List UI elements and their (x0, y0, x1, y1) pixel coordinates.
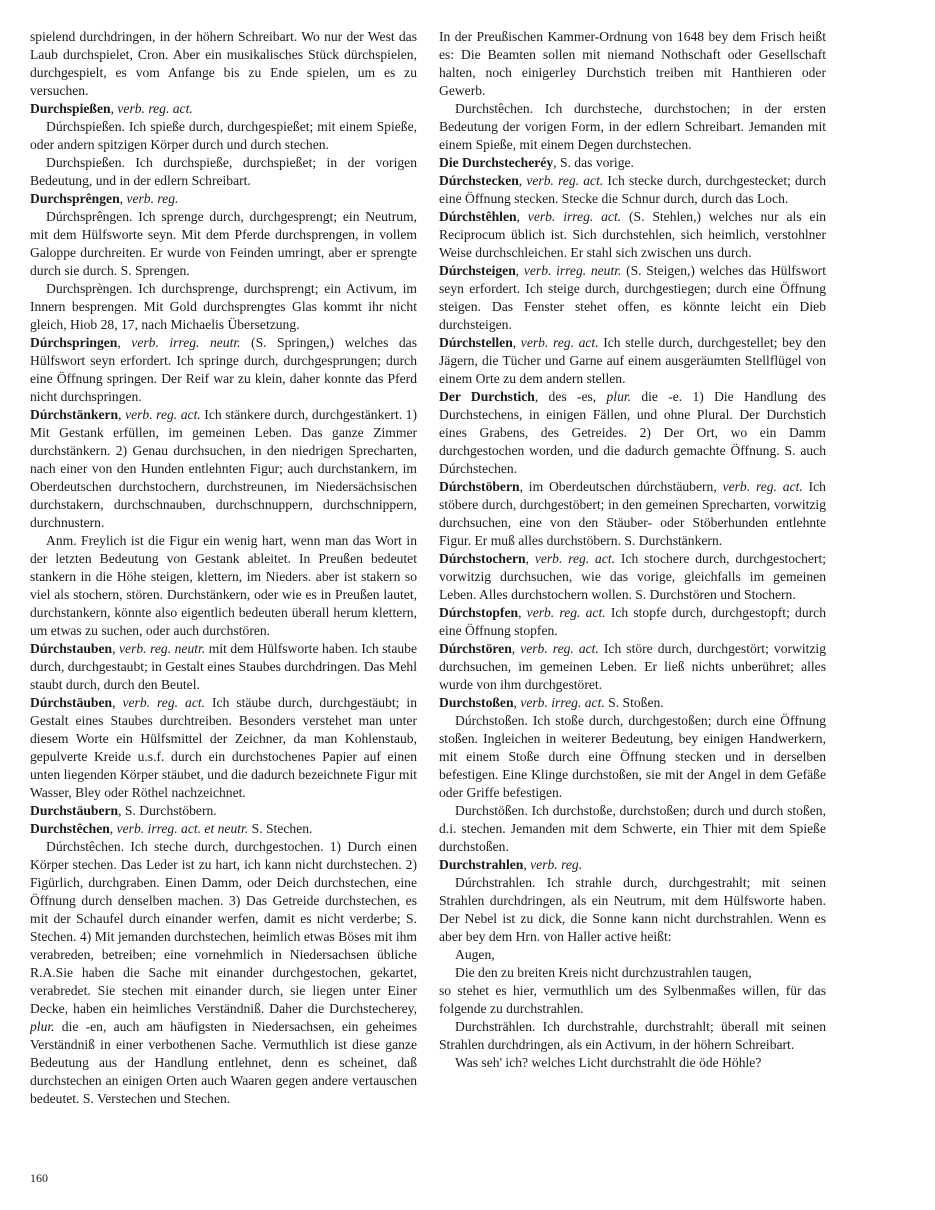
grammar-note: verb. reg. act. (125, 407, 201, 422)
text-run: (S. Springen,) welches das Hülfswort seyn erfordert. Ich springe durch, durchgesprungen; durch eine Öffnung springen. Der Reif war zu klein, daher konnte das Pferd nicht durchspringen. (30, 335, 417, 404)
dictionary-entry (30, 640, 417, 694)
paragraph (439, 1054, 826, 1072)
paragraph (439, 712, 826, 802)
text-run: S. Stoßen. (604, 695, 664, 710)
dictionary-entry (30, 334, 417, 406)
text-run: Ich stelle durch, durchgestellet; bey den Jägern, die Tücher und Garne auf einem ausgeräumten Stellflügel von einem Orte zu dem andern stellen. (439, 335, 826, 386)
headword: Dúrchstochern (439, 551, 526, 566)
dictionary-entry (439, 154, 826, 172)
dictionary-entry (439, 208, 826, 262)
dictionary-entry (439, 856, 826, 874)
left-column (30, 28, 417, 1168)
text-run: , (511, 641, 521, 656)
grammar-note: verb. irreg. neutr. (131, 335, 241, 350)
text-run: Dúrchsprêngen. Ich sprenge durch, durchgesprengt; ein Neutrum, mit dem Hülfsworte seyn. Mit dem Pferde durchsprengen, in vollem Galoppe durchreiten. Er wurde von Feinden umringt, aber er sprengte durch sie durch. S. Sprengen. (30, 209, 417, 278)
grammar-note: verb. reg. act. (520, 335, 599, 350)
text-run: Ich stochere durch, durchgestochert; vorwitzig durchsuchen, wie das vorige, gleichfalls im gemeinen Leben. Alles durchstochern wollen. S. Durchstören und Stochern. (439, 551, 826, 602)
dictionary-entry (439, 478, 826, 550)
text-run: , (525, 551, 535, 566)
dictionary-entry (439, 388, 826, 478)
paragraph (30, 280, 417, 334)
paragraph (439, 100, 826, 154)
text-run: Was seh' ich? welches Licht durchstrahlt die öde Höhle? (455, 1055, 762, 1070)
paragraph (439, 1018, 826, 1054)
text-run: Ich stopfe durch, durchgestopft; durch eine Öffnung stopfen. (439, 605, 826, 638)
headword: Dúrchstecken (439, 173, 519, 188)
paragraph (439, 946, 826, 964)
text-run: Augen, (455, 947, 495, 962)
text-run: Anm. Freylich ist die Figur ein wenig hart, wenn man das Wort in der letzten Bedeutung von Gestank ableitet. In Preußen bedeutet stankern in die Höhe steigen, klettern, im Nieders. aber ist stakern so viel als stochern, stören. Durchstänkern, oder wie es in Preußen lautet, durchstankern, könnte also eigentlich bedeuten überall herum klettern, um etwas zu suchen, oder auch durchstören. (30, 533, 417, 638)
dictionary-entry (439, 334, 826, 388)
text-run: Durchstößen. Ich durchstoße, durchstoßen; durch und durch stoßen, d.i. stechen. Jemanden mit dem Schwerte, ein Thier mit dem Spieße durchstoßen. (439, 803, 826, 854)
paragraph (30, 118, 417, 154)
text-run: , des -es, (534, 389, 607, 404)
text-run: , (112, 641, 120, 656)
text-run: die -e. 1) Die Handlung des Durchstechens, in einigen Fällen, und ohne Plural. Der Durchstich eines Grabens, des Getreides. 2) Der Ort, wo ein Damm durchgestochen worden, und die dadurch gemachte Öffnung. S. auch Dúrchstechen. (439, 389, 826, 476)
headword: Dúrchsteigen (439, 263, 516, 278)
text-run: Durchspießen. Ich durchspieße, durchspießet; in der vorigen Bedeutung, und in der edlern Schreibart. (30, 155, 417, 188)
text-run: , im Oberdeutschen dúrchstäubern, (519, 479, 723, 494)
text-run: (S. Steigen,) welches das Hülfswort seyn erfordert. Ich steige durch, durchgestiegen; durch eine Öffnung steigen. Das Fenster stehet offen, es könnte leicht ein Dieb durchsteigen. (439, 263, 826, 332)
dictionary-entry (30, 820, 417, 838)
text-run: In der Preußischen Kammer-Ordnung von 1648 bey dem Frisch heißt es: Die Beamten sollen mit niemand Nothschaft oder Gesellschaft halten, noch einigerley Durchstich treiben mit Hanthieren oder Gewerb. (439, 29, 826, 98)
dictionary-entry (439, 172, 826, 208)
text-run: , (516, 209, 528, 224)
paragraph (439, 28, 826, 100)
text-run: , S. das vorige. (553, 155, 634, 170)
headword: Dúrchstêhlen (439, 209, 517, 224)
dictionary-entry (30, 100, 417, 118)
grammar-note: verb. reg. act. (722, 479, 803, 494)
paragraph (439, 964, 826, 982)
text-run: (S. Stehlen,) welches nur als ein Reciprocum üblich ist. Sich durchstehlen, sich heimlich, verstohlner Weise durchschleichen. Er stahl sich zwischen uns durch. (439, 209, 826, 260)
headword: Durchstoßen (439, 695, 514, 710)
text-run: Ich stecke durch, durchgestecket; durch eine Öffnung stecken. Stecke die Schnur durch, durch das Loch. (439, 173, 826, 206)
text-run: die -en, auch am häufigsten in Niedersachsen, ein geheimes Verständniß in einer verbothenen Sache. Vermuthlich ist diese ganze Bedeutung aus der Handlung entlehnet, denn es scheinet, daß durchstechen an einigen Orten auch Waaren gegen andere vertauschen bedeutet. S. Verstechen und Stechen. (30, 1019, 417, 1106)
dictionary-entry (30, 802, 417, 820)
text-run: , (518, 173, 527, 188)
text-run: , (513, 695, 521, 710)
headword: Durchspießen (30, 101, 111, 116)
grammar-note: verb. irreg. act. (527, 209, 622, 224)
paragraph (30, 532, 417, 640)
text-run: , (117, 335, 132, 350)
text-run: , (118, 407, 126, 422)
grammar-note: verb. reg. act. (117, 101, 193, 116)
text-run: Durchsprèngen. Ich durchsprenge, durchsprengt; ein Activum, im Innern besprengen. Mit Gold durchsprengtes Glas kommt ihr nicht gleich, Hiob 28, 17, nach Michaelis Übersetzung. (30, 281, 417, 332)
headword: Durchstêchen (30, 821, 110, 836)
text-run: Ich störe durch, durchgestört; vorwitzig durchsuchen, im gemeinen Leben. Er ließ nichts unberühret; alles wurde von ihm durchgestöret. (439, 641, 826, 692)
text-run: Durchstrählen. Ich durchstrahle, durchstrahlt; überall mit seinen Strahlen durchdringen, als ein Activum, in der höhern Schreibart. (439, 1019, 826, 1052)
text-run: Durchstêchen. Ich durchsteche, durchstochen; in der ersten Bedeutung der vorigen Form, in der edlern Schreibart. Jemanden mit einem Spieße, mit einem Degen durchstechen. (439, 101, 826, 152)
text-run: , (512, 335, 521, 350)
text-run: S. Stechen. (248, 821, 313, 836)
text-run: spielend durchdringen, in der höhern Schreibart. Wo nur der West das Laub durchspielet, Cron. Aber ein musikalisches Stück dürchspielen, durchgespielt, es vom Anfange bis zu Ende spielen, um es zu versuchen. (30, 29, 417, 98)
text-run: Dúrchstrahlen. Ich strahle durch, durchgestrahlt; mit seinen Strahlen durchdringen, als ein Neutrum, mit dem Hülfsworte haben. Der Nebel ist zu dick, die Sonne kann nicht durchstrahlen. Wenn es aber bey dem Hrn. von Haller active heißt: (439, 875, 826, 944)
text-run: , (112, 695, 123, 710)
grammar-note: verb. reg. act. (520, 641, 599, 656)
text-run: Ich stänkere durch, durchgestänkert. 1) Mit Gestank erfüllen, im gemeinen Leben. Das ganze Zimmer durchstänkern. 2) Genau durchsuchen, in den niedrigen Sprecharten, nach einer von den Hunden entlehnten Figur; auch durchstankern, im Oberdeutschen durchstochern, durchstreunen, im Niedersächsischen durchstakern, durchschnauben, durchschnuppern, durchschnippern, durchnustern. (30, 407, 417, 530)
grammar-note: verb. reg. act. (526, 173, 604, 188)
text-run: Dúrchstoßen. Ich stoße durch, durchgestoßen; durch eine Öffnung stoßen. Ingleichen in weiterer Bedeutung, bey einigen Handwerkern, mit einem Stoße durch eine Öffnung stecken und in derselben befestigen. Eine Klinge durchstoßen, sie mit der Angel in dem Gefäße oder Griffe befestigen. (439, 713, 826, 800)
dictionary-entry (439, 694, 826, 712)
headword: Durchstrahlen (439, 857, 524, 872)
text-run: Dúrchstêchen. Ich steche durch, durchgestochen. 1) Durch einen Körper stechen. Das Leder ist zu hart, ich kann nicht durchstechen. 2) Figürlich, durchgraben. Einen Damm, oder Deich durchstechen, eine Öffnung durch denselben machen. 3) Das Getreide durchstechen, es mit der Schaufel durch einander werfen, damit es nicht verderbe; S. Stechen. 4) Mit jemanden durchstechen, heimlich etwas Böses mit ihm verabreden, betreiben; eine vornehmlich in Niedersachsen übliche R.A.Sie haben die Sache mit einander durchgestochen, gekartet, verabredet. Sie stechen mit einander durch, sie liegen unter Einer Decke, haben ein heimliches Verständniß. Daher die Durchstecherey, (30, 839, 417, 1016)
grammar-note: verb. irreg. act. (520, 695, 605, 710)
grammar-note: plur. (30, 1019, 55, 1034)
text-run: Ich stäube durch, durchgestäubt; in Gestalt eines Staubes durchtreiben. Besonders verstehet man unter diesem Worte ein Hülfsmittel der Zeichner, da man Kohlenstaub, gepulverte Kreide u.s.f. durch ein durchstochenes Papier auf einen unten liegenden Körper stäubet, und die dadurch bezeichnete Figur mit Wasser, Bley oder Röthel nachzeichnet. (30, 695, 417, 800)
text-run: , (515, 263, 524, 278)
paragraph (30, 838, 417, 1108)
text-run: , (523, 857, 531, 872)
headword: Dúrchstören (439, 641, 512, 656)
dictionary-entry (439, 604, 826, 640)
grammar-note: verb. reg. act. (534, 551, 616, 566)
text-run: , (119, 191, 127, 206)
text-run: mit dem Hülfsworte haben. Ich staube durch, durchgestaubt; in Gestalt eines Staubes durchdringen. Das Mehl staubt durch, durch den Beutel. (30, 641, 417, 692)
paragraph (30, 154, 417, 190)
dictionary-entry (439, 640, 826, 694)
text-run: , (110, 101, 118, 116)
grammar-note: plur. (606, 389, 632, 404)
grammar-note: verb. reg. act. (526, 605, 606, 620)
text-run: Ich stöbere durch, durchgestöbert; in den gemeinen Sprecharten, vorwitzig durchsuchen, eine von den Stäuber- oder Stöberhunden entlehnte Figur. Er muß alles durchstöbern. S. Durchstänkern. (439, 479, 826, 548)
headword: Dúrchstopfen (439, 605, 519, 620)
paragraph (439, 982, 826, 1018)
grammar-note: verb. reg. neutr. (119, 641, 206, 656)
text-run: Die den zu breiten Kreis nicht durchzustrahlen taugen, (455, 965, 752, 980)
paragraph (30, 28, 417, 100)
headword: Dúrchstänkern (30, 407, 119, 422)
paragraph (439, 802, 826, 856)
dictionary-entry (30, 694, 417, 802)
grammar-note: verb. reg. act. (122, 695, 206, 710)
page-number: 160 (30, 1171, 48, 1185)
dictionary-entry (439, 262, 826, 334)
text-run: , (109, 821, 117, 836)
text-run: , S. Durchstöbern. (118, 803, 217, 818)
headword: Dúrchstöbern (439, 479, 520, 494)
text-run: so stehet es hier, vermuthlich um des Sylbenmaßes willen, für das folgende zu durchstrahlen. (439, 983, 826, 1016)
paragraph (439, 874, 826, 946)
text-run: Dúrchspießen. Ich spieße durch, durchgespießet; mit einem Spieße, oder andern spitzigen Körper durch und durch stechen. (30, 119, 417, 152)
headword: Dúrchspringen (30, 335, 118, 350)
paragraph (30, 208, 417, 280)
dictionary-entry (439, 550, 826, 604)
text-run: , (518, 605, 527, 620)
grammar-note: verb. irreg. neutr. (523, 263, 622, 278)
grammar-note: verb. irreg. act. et neutr. (116, 821, 249, 836)
headword: Durchsprêngen (30, 191, 120, 206)
headword: Dúrchstauben (30, 641, 113, 656)
headword: Durchstäubern (30, 803, 119, 818)
dictionary-entry (30, 406, 417, 532)
grammar-note: verb. reg. (126, 191, 179, 206)
headword: Dúrchstäuben (30, 695, 113, 710)
headword: Der Durchstich (439, 389, 535, 404)
grammar-note: verb. reg. (530, 857, 583, 872)
headword: Die Durchstecheréy (439, 155, 554, 170)
right-column (439, 28, 826, 1168)
dictionary-entry (30, 190, 417, 208)
headword: Dúrchstellen (439, 335, 513, 350)
